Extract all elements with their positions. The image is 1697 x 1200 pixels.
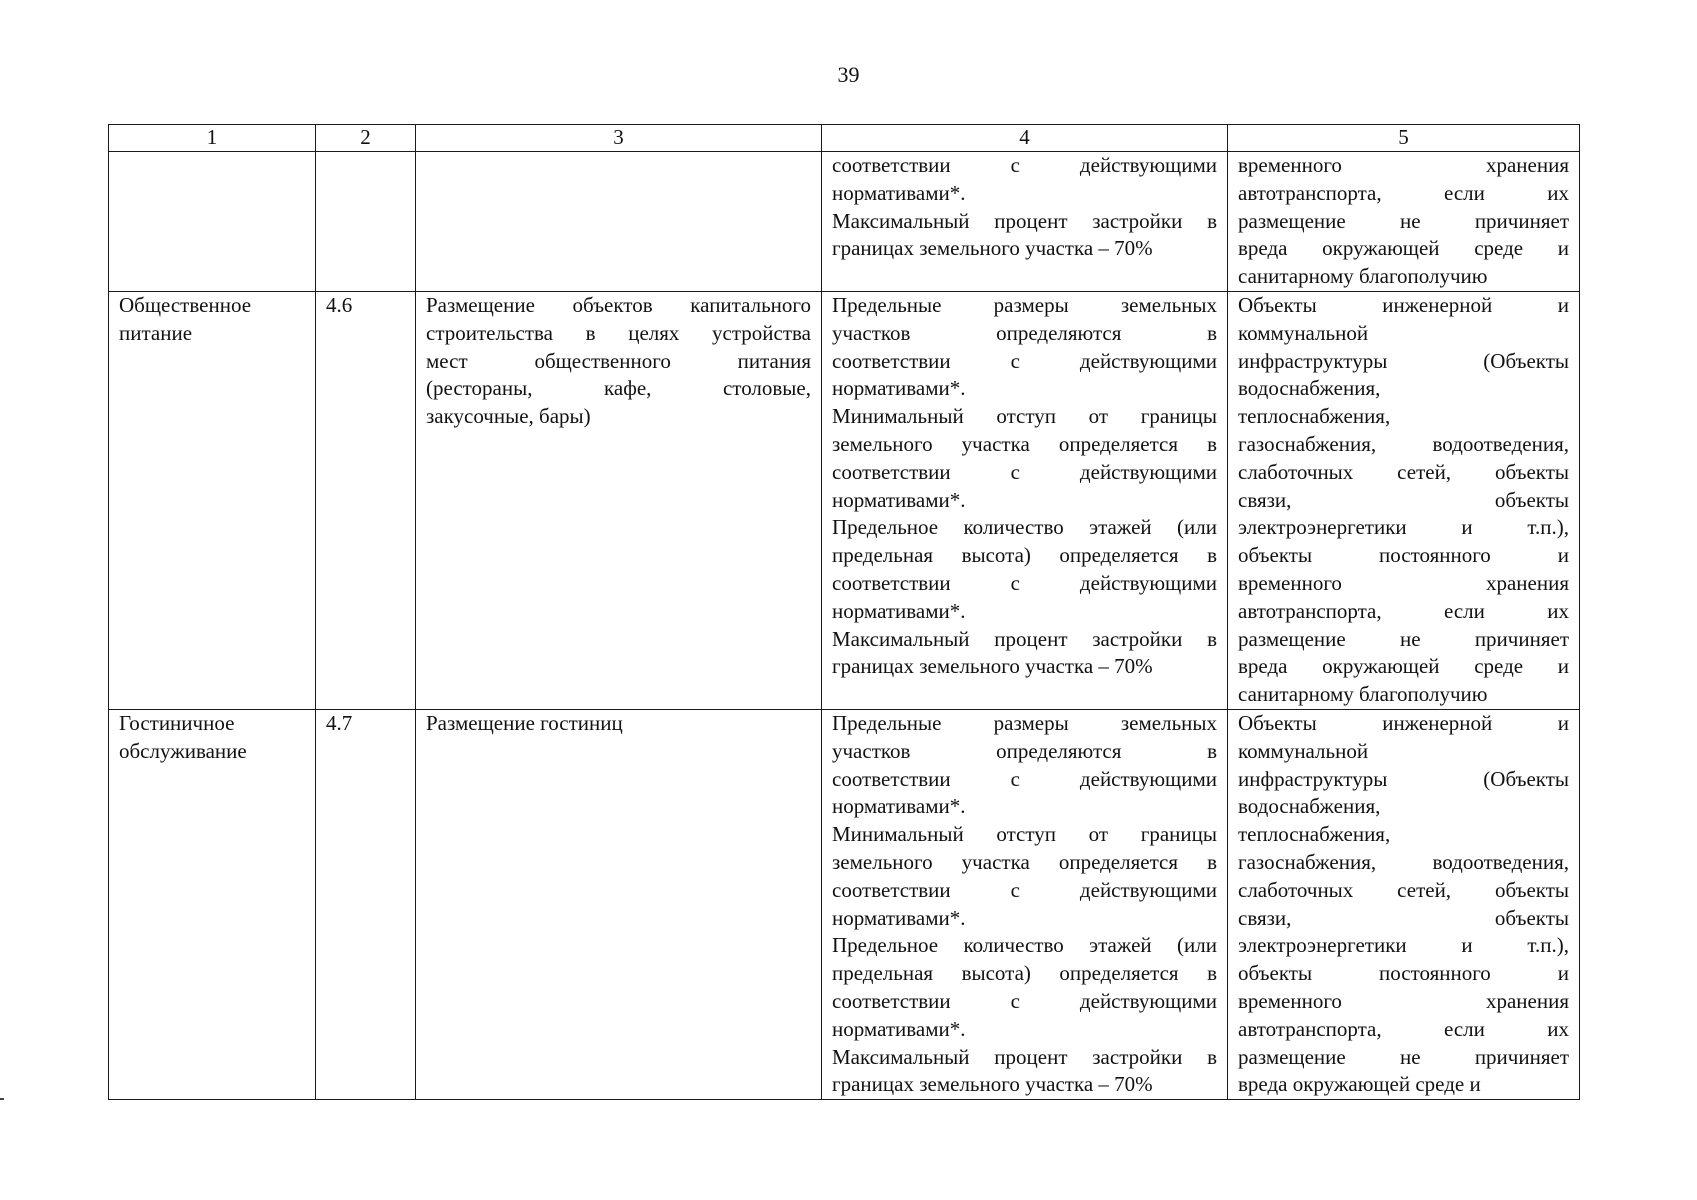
auxiliary-line: теплоснабжения, [1238,404,1391,429]
table-row [109,152,1580,292]
auxiliary-line: связи, объекты [1238,487,1569,512]
auxiliary-line: водоснабжения, [1238,376,1381,401]
header-row [109,125,1580,152]
land-use-regulations-table [108,124,1580,1100]
parameters-line: Минимальный отступ от границы [832,822,1217,847]
use-type-name-line: Общественное [119,292,252,317]
use-type-name-cell [109,152,316,292]
parameters-line: границах земельного участка – 70% [832,1072,1153,1097]
use-type-name-line: Гостиничное [119,710,235,735]
table-row [109,709,1580,1099]
description-line: закусочные, бары) [426,404,591,429]
description-line: (рестораны, кафе, столовые, [426,376,811,401]
column-header-4: 4 [822,125,1228,152]
parameters-line: соответствии с действующими [832,988,1217,1013]
auxiliary-line: временного хранения [1238,988,1569,1013]
auxiliary-line: коммунальной [1238,738,1369,763]
column-header-3: 3 [416,125,822,152]
auxiliary-line: размещение не причиняет [1238,626,1569,651]
parameters-line: участков определяются в [832,738,1217,763]
use-type-code: 4.7 [326,710,353,735]
description-line: строительства в целях устройства [426,320,811,345]
parameters-line: нормативами*. [832,598,966,623]
parameters-line: Максимальный процент застройки в [832,208,1217,233]
auxiliary-line: коммунальной [1238,320,1369,345]
auxiliary-line: связи, объекты [1238,905,1569,930]
auxiliary-line: электроэнергетики и т.п.), [1238,933,1569,958]
parameters-line: земельного участка определяется в [832,431,1217,456]
parameters-line: Предельные размеры земельных [832,292,1217,317]
column-header-1: 1 [109,125,316,152]
use-type-name-line: питание [119,320,193,345]
auxiliary-uses-cell [1228,709,1580,1099]
parameters-line: земельного участка определяется в [832,849,1217,874]
description-line: Размещение объектов капитального [426,292,811,317]
use-type-code-cell [316,291,416,709]
parameters-line: Максимальный процент застройки в [832,1044,1217,1069]
parameters-line: Предельное количество этажей (или [832,933,1217,958]
auxiliary-line: слаботочных сетей, объекты [1238,877,1569,902]
parameters-line: соответствии с действующими [832,459,1217,484]
parameters-line: нормативами*. [832,1016,966,1041]
parameters-line: Предельные размеры земельных [832,710,1217,735]
parameters-line: соответствии с действующими [832,877,1217,902]
parameters-line: Предельное количество этажей (или [832,515,1217,540]
parameters-cell [822,709,1228,1099]
page-number: 39 [837,62,860,87]
use-type-code-cell [316,152,416,292]
column-header-5: 5 [1228,125,1580,152]
auxiliary-line: инфраструктуры (Объекты [1238,348,1569,373]
use-type-name-cell [109,709,316,1099]
auxiliary-line: инфраструктуры (Объекты [1238,766,1569,791]
auxiliary-uses-cell [1228,291,1580,709]
parameters-line: нормативами*. [832,376,966,401]
column-header-2: 2 [316,125,416,152]
table-body [109,152,1580,1100]
parameters-line: соответствии с действующими [832,153,1217,177]
parameters-line: нормативами*. [832,794,966,819]
parameters-line: нормативами*. [832,487,966,512]
scan-margin-mark [0,1098,4,1100]
auxiliary-line: вреда окружающей среде и [1238,654,1569,679]
auxiliary-line: санитарному благополучию [1238,264,1488,289]
auxiliary-line: Объекты инженерной и [1238,710,1569,735]
use-type-name-line: обслуживание [119,738,247,763]
auxiliary-line: водоснабжения, [1238,794,1381,819]
auxiliary-line: размещение не причиняет [1238,208,1569,233]
auxiliary-line: газоснабжения, водоотведения, [1238,849,1569,874]
use-description-cell [416,291,822,709]
parameters-line: соответствии с действующими [832,348,1217,373]
parameters-line: нормативами*. [832,180,966,205]
parameters-line: соответствии с действующими [832,570,1217,595]
auxiliary-line: объекты постоянного и [1238,543,1569,568]
parameters-line: участков определяются в [832,320,1217,345]
use-description-cell [416,152,822,292]
table-row [109,291,1580,709]
parameters-line: границах земельного участка – 70% [832,654,1153,679]
parameters-line: предельная высота) определяется в [832,961,1217,986]
auxiliary-line: автотранспорта, если их [1238,1016,1569,1041]
auxiliary-line: объекты постоянного и [1238,961,1569,986]
auxiliary-line: вреда окружающей среде и [1238,236,1569,261]
auxiliary-line: газоснабжения, водоотведения, [1238,431,1569,456]
use-description-cell [416,709,822,1099]
auxiliary-line: размещение не причиняет [1238,1044,1569,1069]
parameters-line: предельная высота) определяется в [832,543,1217,568]
auxiliary-line: санитарному благополучию [1238,682,1488,707]
description-line: Размещение гостиниц [426,710,623,735]
auxiliary-line: автотранспорта, если их [1238,180,1569,205]
auxiliary-line: временного хранения [1238,153,1569,177]
use-type-name-cell [109,291,316,709]
parameters-line: Максимальный процент застройки в [832,626,1217,651]
use-type-code-cell [316,709,416,1099]
auxiliary-line: электроэнергетики и т.п.), [1238,515,1569,540]
auxiliary-line: слаботочных сетей, объекты [1238,459,1569,484]
auxiliary-uses-cell [1228,152,1580,292]
description-line: мест общественного питания [426,348,811,373]
parameters-line: нормативами*. [832,905,966,930]
parameters-cell [822,291,1228,709]
use-type-code: 4.6 [326,292,353,317]
auxiliary-line: автотранспорта, если их [1238,598,1569,623]
auxiliary-line: теплоснабжения, [1238,822,1391,847]
parameters-line: Минимальный отступ от границы [832,404,1217,429]
parameters-cell [822,152,1228,292]
auxiliary-line: вреда окружающей среде и [1238,1072,1481,1097]
parameters-line: соответствии с действующими [832,766,1217,791]
auxiliary-line: Объекты инженерной и [1238,292,1569,317]
auxiliary-line: временного хранения [1238,570,1569,595]
parameters-line: границах земельного участка – 70% [832,236,1153,261]
